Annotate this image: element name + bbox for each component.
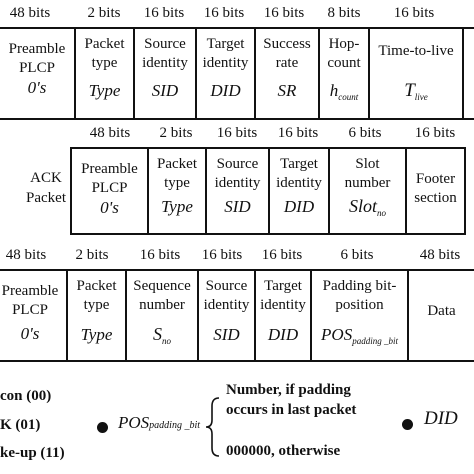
field-name: Preamble PLCP xyxy=(1,283,59,318)
field-symbol: 0's xyxy=(27,78,47,97)
legend-type-code: K (01) xyxy=(0,417,41,433)
bullet-icon xyxy=(97,422,108,433)
bits-label: 48 bits xyxy=(9,5,51,21)
field-time-to-live xyxy=(370,42,462,107)
field-symbol: SID xyxy=(151,81,179,100)
field-preamble xyxy=(0,282,68,343)
legend-type-code: ke-up (11) xyxy=(0,445,65,461)
field-symbol: SR xyxy=(277,81,297,100)
bits-label: 16 bits xyxy=(201,247,243,263)
bits-label: 16 bits xyxy=(263,5,305,21)
field-subscript: no xyxy=(162,336,171,346)
field-symbol: Type xyxy=(88,81,121,100)
field-symbol: $POS_{padding \_bit}$ xyxy=(321,325,398,346)
field-data xyxy=(409,302,474,321)
field-name: Preamble PLCP xyxy=(8,41,66,76)
field-hop-count xyxy=(320,35,368,107)
did-symbol: DID xyxy=(424,408,458,429)
field-symbol: 0's xyxy=(20,324,40,343)
bits-label: 16 bits xyxy=(143,5,185,21)
bits-label: 48 bits xyxy=(419,247,461,263)
pos-subscript: padding _bit xyxy=(149,420,201,431)
field-symbol: Type xyxy=(80,325,113,344)
field-name: Data xyxy=(427,303,456,319)
field-symbol: SID xyxy=(213,325,240,344)
field-subscript: live xyxy=(414,92,428,102)
field-symbol: $S_{no}$ xyxy=(153,324,171,346)
field-preamble xyxy=(72,160,147,217)
pos-symbol: POSpadding _bit xyxy=(118,413,201,432)
field-slot-number xyxy=(330,155,405,223)
field-name: Target identity xyxy=(202,36,249,71)
bits-label: 2 bits xyxy=(159,125,193,141)
bits-label: 16 bits xyxy=(216,125,258,141)
field-symbol: 0's xyxy=(100,198,119,217)
field-footer-section xyxy=(407,170,464,208)
field-subscript: no xyxy=(377,208,386,218)
field-name: Source identity xyxy=(214,156,261,191)
field-source-identity xyxy=(207,155,268,216)
field-packet-type xyxy=(68,277,125,344)
ack-packet-label: ACK Packet xyxy=(26,170,66,206)
field-source-identity xyxy=(199,277,254,344)
pos-case-otherwise: 000000, otherwise xyxy=(226,443,341,459)
field-preamble xyxy=(0,40,74,97)
field-name: Preamble PLCP xyxy=(81,161,138,196)
field-symbol: $T_{live}$ xyxy=(404,80,428,102)
field-name: Footer section xyxy=(414,171,457,206)
bits-label: 16 bits xyxy=(414,125,456,141)
pos-case-padding: Number, if padding occurs in last packet xyxy=(226,382,357,418)
field-symbol: $h_{count}$ xyxy=(329,81,359,102)
field-target-identity xyxy=(256,277,310,344)
field-symbol: SID xyxy=(224,197,251,216)
bits-label: 6 bits xyxy=(340,247,374,263)
bits-label: 16 bits xyxy=(393,5,435,21)
bits-label: 48 bits xyxy=(5,247,47,263)
field-name: Source identity xyxy=(203,278,250,313)
bits-label: 16 bits xyxy=(277,125,319,141)
field-success-rate xyxy=(256,35,318,100)
field-name: Packet type xyxy=(76,278,117,313)
bits-label: 16 bits xyxy=(203,5,245,21)
field-source-identity xyxy=(135,35,195,100)
field-name: Hop-count xyxy=(327,36,361,71)
field-name: Padding bit-position xyxy=(322,278,397,313)
field-name: Slot number xyxy=(344,156,391,191)
bullet-icon xyxy=(402,419,413,430)
field-target-identity xyxy=(270,155,328,216)
field-name: Packet type xyxy=(84,36,125,71)
field-padding-bit-position xyxy=(312,277,407,351)
field-symbol: Slot$_{no}$ xyxy=(348,196,386,218)
field-symbol: DID xyxy=(267,325,299,344)
field-symbol: DID xyxy=(283,197,315,216)
bits-label: 48 bits xyxy=(89,125,131,141)
bits-label: 8 bits xyxy=(327,5,361,21)
field-subscript: count xyxy=(338,92,359,102)
field-name: Packet type xyxy=(157,156,197,191)
field-symbol: DID xyxy=(210,81,241,100)
field-symbol: Type xyxy=(161,197,193,216)
field-name: Time-to-live xyxy=(378,43,454,59)
bits-label: 16 bits xyxy=(261,247,303,263)
field-sequence-number xyxy=(127,277,197,351)
field-packet-type xyxy=(76,35,133,100)
field-name: Success rate xyxy=(263,36,311,71)
field-packet-type xyxy=(149,155,205,216)
field-subscript: padding _bit xyxy=(352,336,398,346)
field-name: Target identity xyxy=(260,278,306,313)
brace-icon xyxy=(204,396,222,458)
field-target-identity xyxy=(197,35,254,100)
bits-label: 6 bits xyxy=(348,125,382,141)
bits-label: 2 bits xyxy=(75,247,109,263)
bits-label: 2 bits xyxy=(87,5,121,21)
field-name: Target identity xyxy=(276,156,322,191)
legend-type-code: con (00) xyxy=(0,388,52,404)
field-name: Source identity xyxy=(142,36,188,71)
field-name: Sequence number xyxy=(133,278,191,313)
bits-label: 16 bits xyxy=(139,247,181,263)
